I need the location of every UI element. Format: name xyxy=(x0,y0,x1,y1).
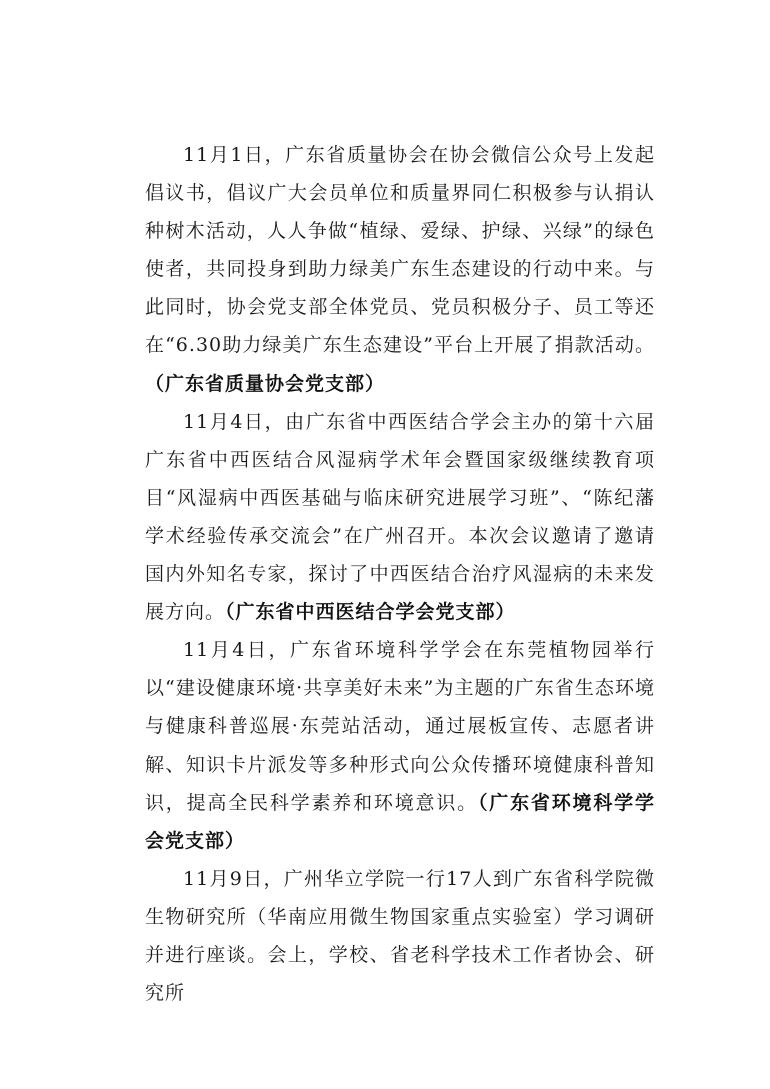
paragraph-source: （广东省质量协会党支部） xyxy=(145,372,386,395)
document-body xyxy=(145,136,655,1012)
paragraph-source: （广东省环境科学学会党支部） xyxy=(145,791,655,852)
paragraph-text: 11月9日，广州华立学院一行17人到广东省科学院微生物研究所（华南应用微生物国家重点实验室）学习调研并进行座谈。会上，学校、省老科学技术工作者协会、研究所 xyxy=(145,867,655,1005)
news-paragraph-integrated-medicine-society xyxy=(145,403,655,632)
paragraph-source: （广东省中西医结合学会党支部） xyxy=(225,601,516,624)
news-paragraph-environmental-science-society xyxy=(145,631,655,860)
news-paragraph-huali-college-visit xyxy=(145,860,655,1012)
paragraph-text: 11月4日，广东省环境科学学会在东莞植物园举行以“建设健康环境·共享美好未来”为主题的广东省生态环境与健康科普巡展·东莞站活动，通过展板宣传、志愿者讲解、知识卡片派发等多种形式向公众传播环境健康科普知识，提高全民科学素养和环境意识。 xyxy=(145,639,655,814)
news-paragraph-quality-association xyxy=(145,136,655,403)
paragraph-text: 11月1日，广东省质量协会在协会微信公众号上发起倡议书，倡议广大会员单位和质量界同仁积极参与认捐认种树木活动，人人争做“植绿、爱绿、护绿、兴绿”的绿色使者，共同投身到助力绿美广东生态建设的行动中来。与此同时，协会党支部全体党员、党员积极分子、员工等还在“6.30助力绿美广东生态建设”平台上开展了捐款活动。 xyxy=(145,144,655,357)
paragraph-text: 11月4日，由广东省中西医结合学会主办的第十六届广东省中西医结合风湿病学术年会暨国家级继续教育项目“风湿病中西医基础与临床研究进展学习班”、“陈纪藩学术经验传承交流会”在广州召开。本次会议邀请了邀请国内外知名专家，探讨了中西医结合治疗风湿病的未来发展方向。 xyxy=(145,410,655,624)
